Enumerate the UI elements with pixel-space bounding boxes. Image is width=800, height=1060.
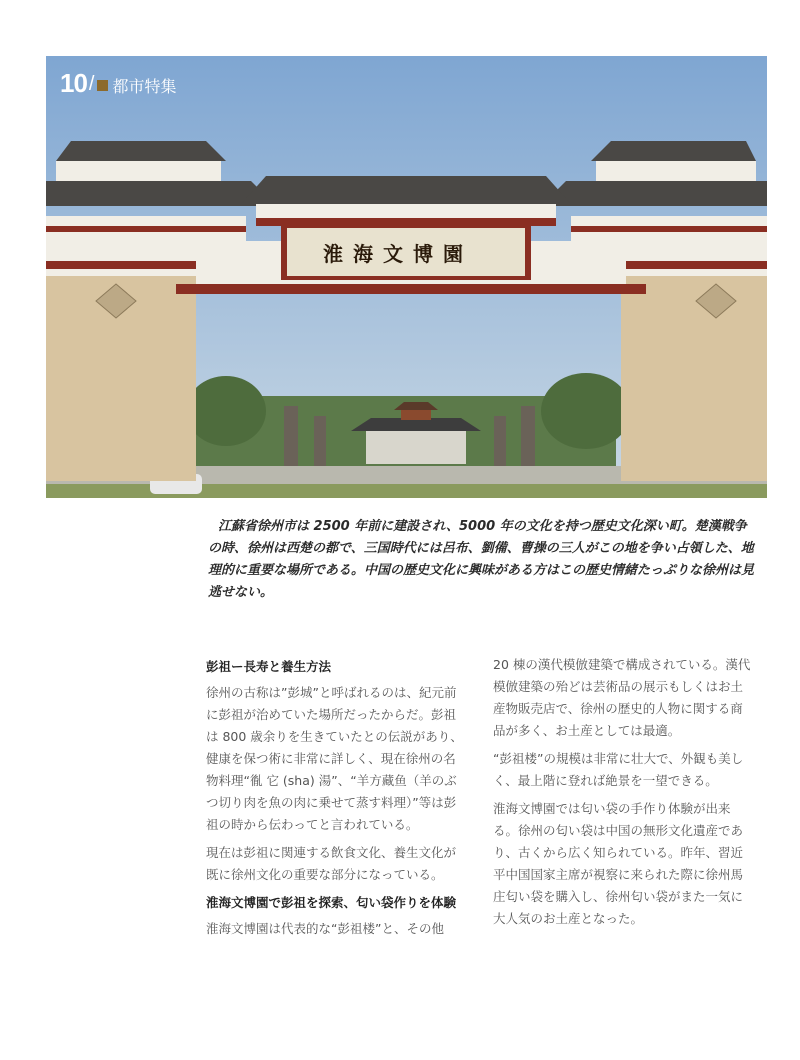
page-number: 10: [60, 68, 87, 98]
gate-photo: [46, 56, 767, 498]
gate-sign: 淮海文博園: [323, 242, 473, 266]
paragraph: 現在は彭祖に関連する飲食文化、養生文化が既に徐州文化の重要な部分になっている。: [206, 845, 457, 882]
header-slash: /: [88, 73, 95, 95]
article-column-left: [206, 656, 468, 946]
paragraph: 淮海文博園では匂い袋の手作り体験が出来る。徐州の匂い袋は中国の無形文化遺産であり、古くから広く知られている。昨年、習近平中国国家主席が視察に来られた際に徐州馬庄匂い袋を購入し、徐州匂い袋がまた一気に大人気のお土産となった。: [493, 801, 744, 926]
paragraph: 20 棟の漢代模倣建築で構成されている。漢代模倣建築の殆どは芸術品の展示もしくはお土産物販売店で、徐州の歴史的人物に関する商品が多く、お土産としては最適。: [493, 657, 751, 738]
page-header: [60, 68, 177, 99]
lead-paragraph: 江蘇省徐州市は 2500 年前に建設され、5000 年の文化を持つ歴史文化深い町。楚漢戦争の時、徐州は西楚の都で、三国時代には呂布、劉備、曹操の三人がこの地を争い占領した、地理的に重要な場所である。中国の歴史文化に興味がある方はこの歴史情緒たっぷりな徐州は見逃せない。: [208, 519, 755, 600]
section-title: 都市特集: [112, 76, 177, 96]
section-marker: [97, 80, 108, 91]
heading-huaihai: 淮海文博園で彭祖を探索、匂い袋作りを体験: [206, 895, 457, 910]
paragraph: “彭祖楼”の規模は非常に壮大で、外観も美しく、最上階に登れば絶景を一望できる。: [493, 751, 744, 788]
heading-pengzu: 彭祖ー長寿と養生方法: [206, 659, 332, 674]
paragraph: 淮海文博園は代表的な“彭祖楼”と、その他: [206, 921, 444, 936]
paragraph: 徐州の古称は”彭城”と呼ばれるのは、紀元前に彭祖が治めていた場所だったからだ。彭祖は 800 歳余りを生きていたとの伝説があり、健康を保つ術に非常に詳しく、現在徐州の名物料理“㣧 它 (sha) 湯”、“羊方藏鱼（羊のぶつ切り肉を魚の肉に乗せて蒸す料理）”等は彭祖の時から伝わってと言われている。: [206, 685, 463, 832]
article-column-right: [493, 654, 755, 936]
